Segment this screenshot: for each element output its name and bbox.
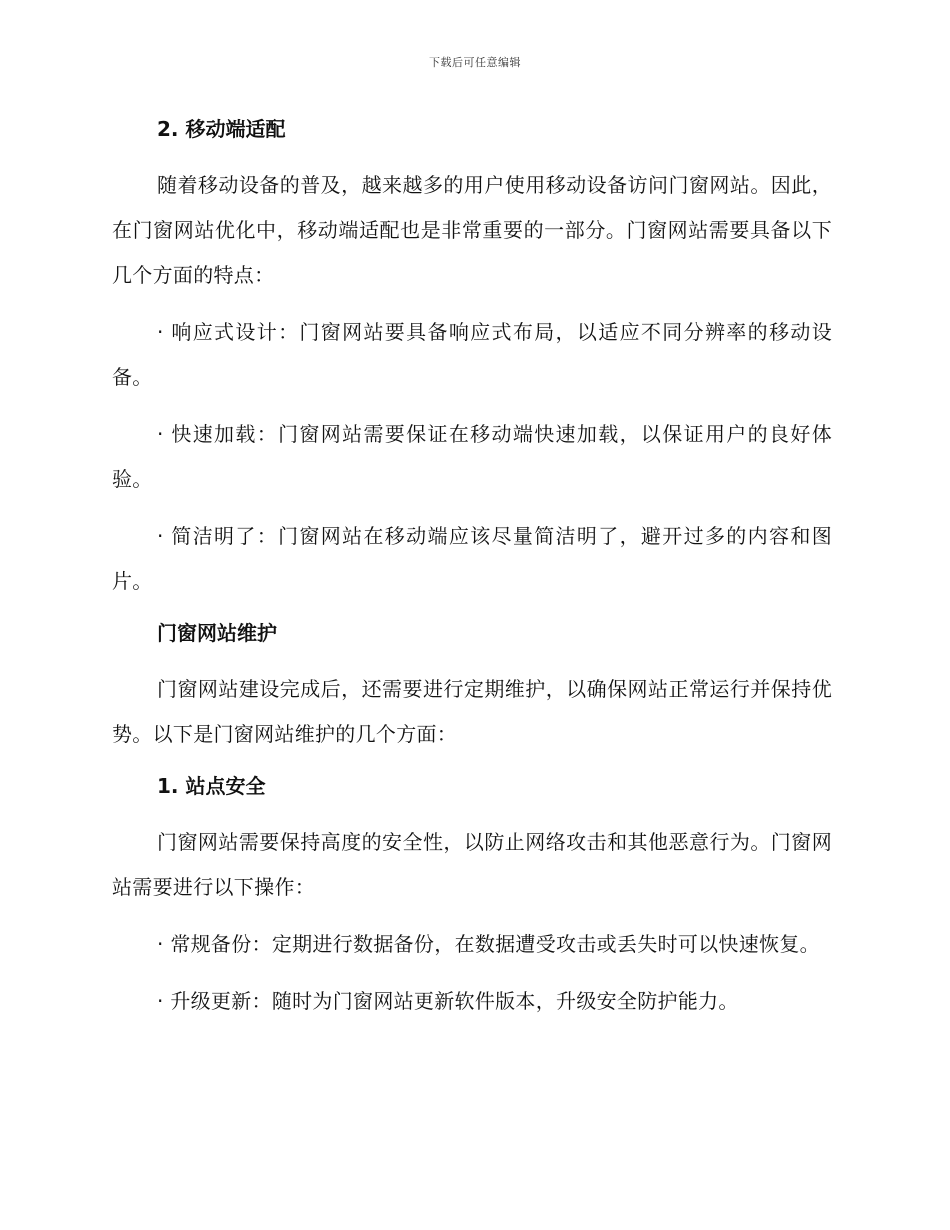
paragraph-maintenance-intro: 门窗网站建设完成后，还需要进行定期维护，以确保网站正常运行并保持优势。以下是门窗网站维护的几个方面： — [112, 677, 832, 746]
page-header: 下载后可任意编辑 — [429, 56, 521, 69]
section-heading-site-security: 1. 站点安全 — [157, 774, 266, 798]
bullet-fast-loading: · 快速加载：门窗网站需要保证在移动端快速加载，以保证用户的良好体验。 — [112, 422, 832, 491]
section-heading-mobile-adaptation: 2. 移动端适配 — [157, 117, 286, 141]
bullet-concise: · 简洁明了：门窗网站在移动端应该尽量简洁明了，避开过多的内容和图片。 — [112, 524, 832, 593]
bullet-backup: · 常规备份：定期进行数据备份，在数据遭受攻击或丢失时可以快速恢复。 — [157, 932, 820, 956]
section-heading-maintenance: 门窗网站维护 — [157, 621, 277, 645]
bullet-upgrade: · 升级更新：随时为门窗网站更新软件版本，升级安全防护能力。 — [157, 989, 739, 1013]
paragraph-security-intro: 门窗网站需要保持高度的安全性，以防止网络攻击和其他恶意行为。门窗网站需要进行以下操作： — [112, 830, 832, 899]
document-body — [112, 112, 832, 1036]
paragraph-mobile-intro: 随着移动设备的普及，越来越多的用户使用移动设备访问门窗网站。因此，在门窗网站优化中，移动端适配也是非常重要的一部分。门窗网站需要具备以下几个方面的特点： — [112, 173, 832, 287]
bullet-responsive-design: · 响应式设计：门窗网站要具备响应式布局，以适应不同分辨率的移动设备。 — [112, 320, 832, 389]
